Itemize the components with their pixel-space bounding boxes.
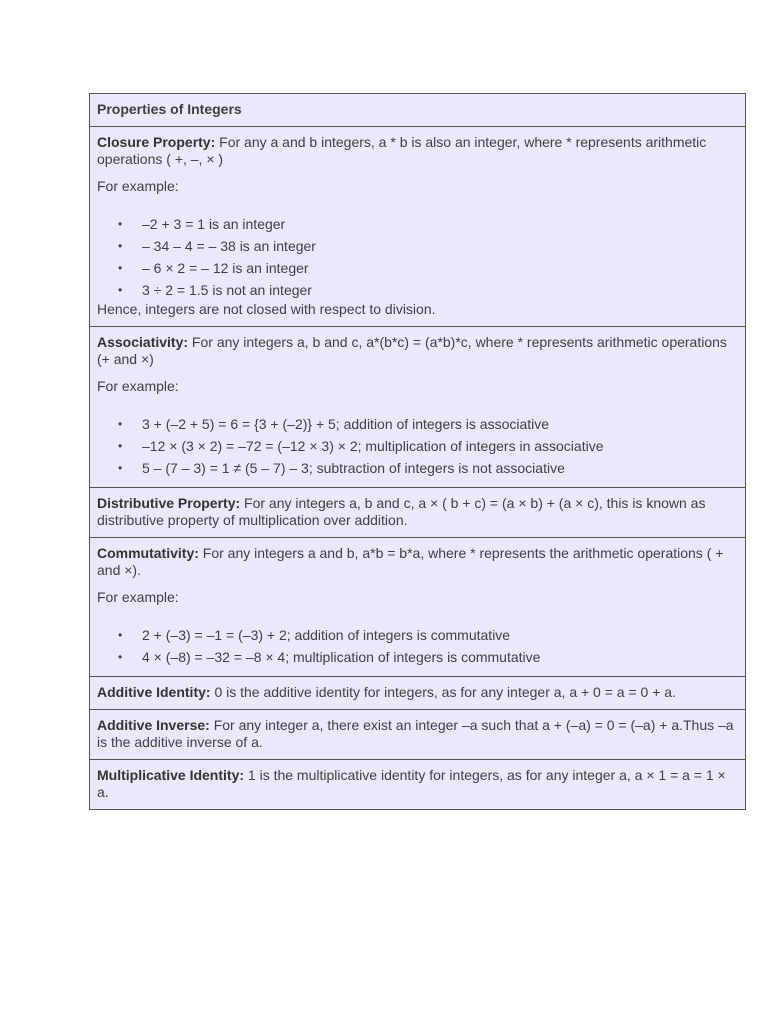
closure-text: For any a and b integers, a * b is also an integer, where * represents arithmetic operations ( +, –, × )	[97, 134, 707, 167]
additive-inverse-row	[90, 709, 745, 759]
list-item: • – 6 × 2 = – 12 is an integer	[142, 257, 738, 279]
multiplicative-identity-row	[90, 759, 745, 809]
distributive-term: Distributive Property:	[97, 495, 241, 511]
list-item: • –12 × (3 × 2) = –72 = (–12 × 3) × 2; multiplication of integers in associative	[142, 435, 738, 457]
table-title: Properties of Integers	[97, 101, 242, 117]
list-item: • –2 + 3 = 1 is an integer	[142, 213, 738, 235]
associativity-example-label: For example:	[97, 378, 179, 394]
associativity-text: For any integers a, b and c, a*(b*c) = (a*b)*c, where * represents arithmetic operations (+ and ×)	[97, 334, 727, 367]
list-item: • 3 + (–2 + 5) = 6 = {3 + (–2)} + 5; addition of integers is associative	[142, 413, 738, 435]
additive-inverse-text: For any integer a, there exist an integer –a such that a + (–a) = 0 = (–a) + a.Thus –a is the additive inverse of a.	[97, 717, 734, 750]
multiplicative-identity-definition	[97, 767, 738, 801]
distributive-definition	[97, 495, 738, 529]
table-header-row	[90, 94, 745, 126]
closure-conclusion: Hence, integers are not closed with respect to division.	[97, 301, 436, 317]
commutativity-example-label: For example:	[97, 589, 179, 605]
associativity-example-list	[97, 413, 738, 479]
additive-identity-definition	[97, 684, 738, 701]
associativity-term: Associativity:	[97, 334, 189, 350]
closure-term: Closure Property:	[97, 134, 216, 150]
closure-definition	[97, 134, 738, 168]
additive-identity-row	[90, 676, 745, 709]
additive-inverse-term: Additive Inverse:	[97, 717, 210, 733]
commutativity-term: Commutativity:	[97, 545, 199, 561]
closure-example-list	[97, 213, 738, 301]
closure-example-label: For example:	[97, 178, 179, 194]
multiplicative-identity-text: 1 is the multiplicative identity for integers, as for any integer a, a × 1 = a = 1 × a.	[97, 767, 726, 800]
additive-inverse-definition	[97, 717, 738, 751]
associativity-definition	[97, 334, 738, 368]
list-item: • 4 × (–8) = –32 = –8 × 4; multiplication of integers is commutative	[142, 646, 738, 668]
closure-property-row	[90, 126, 745, 326]
commutativity-text: For any integers a and b, a*b = b*a, where * represents the arithmetic operations ( + and ×).	[97, 545, 724, 578]
commutativity-example-list	[97, 624, 738, 668]
distributive-text: For any integers a, b and c, a × ( b + c) = (a × b) + (a × c), this is known as distributive property of multiplication over addition.	[97, 495, 706, 528]
commutativity-definition	[97, 545, 738, 579]
commutativity-row	[90, 537, 745, 676]
additive-identity-term: Additive Identity:	[97, 684, 211, 700]
distributive-property-row	[90, 487, 745, 537]
properties-table	[89, 93, 746, 810]
additive-identity-text: 0 is the additive identity for integers, as for any integer a, a + 0 = a = 0 + a.	[210, 684, 676, 700]
associativity-row	[90, 326, 745, 487]
list-item: • 2 + (–3) = –1 = (–3) + 2; addition of integers is commutative	[142, 624, 738, 646]
list-item: • – 34 – 4 = – 38 is an integer	[142, 235, 738, 257]
list-item: • 3 ÷ 2 = 1.5 is not an integer	[142, 279, 738, 301]
multiplicative-identity-term: Multiplicative Identity:	[97, 767, 245, 783]
list-item: • 5 – (7 – 3) = 1 ≠ (5 – 7) – 3; subtraction of integers is not associative	[142, 457, 738, 479]
